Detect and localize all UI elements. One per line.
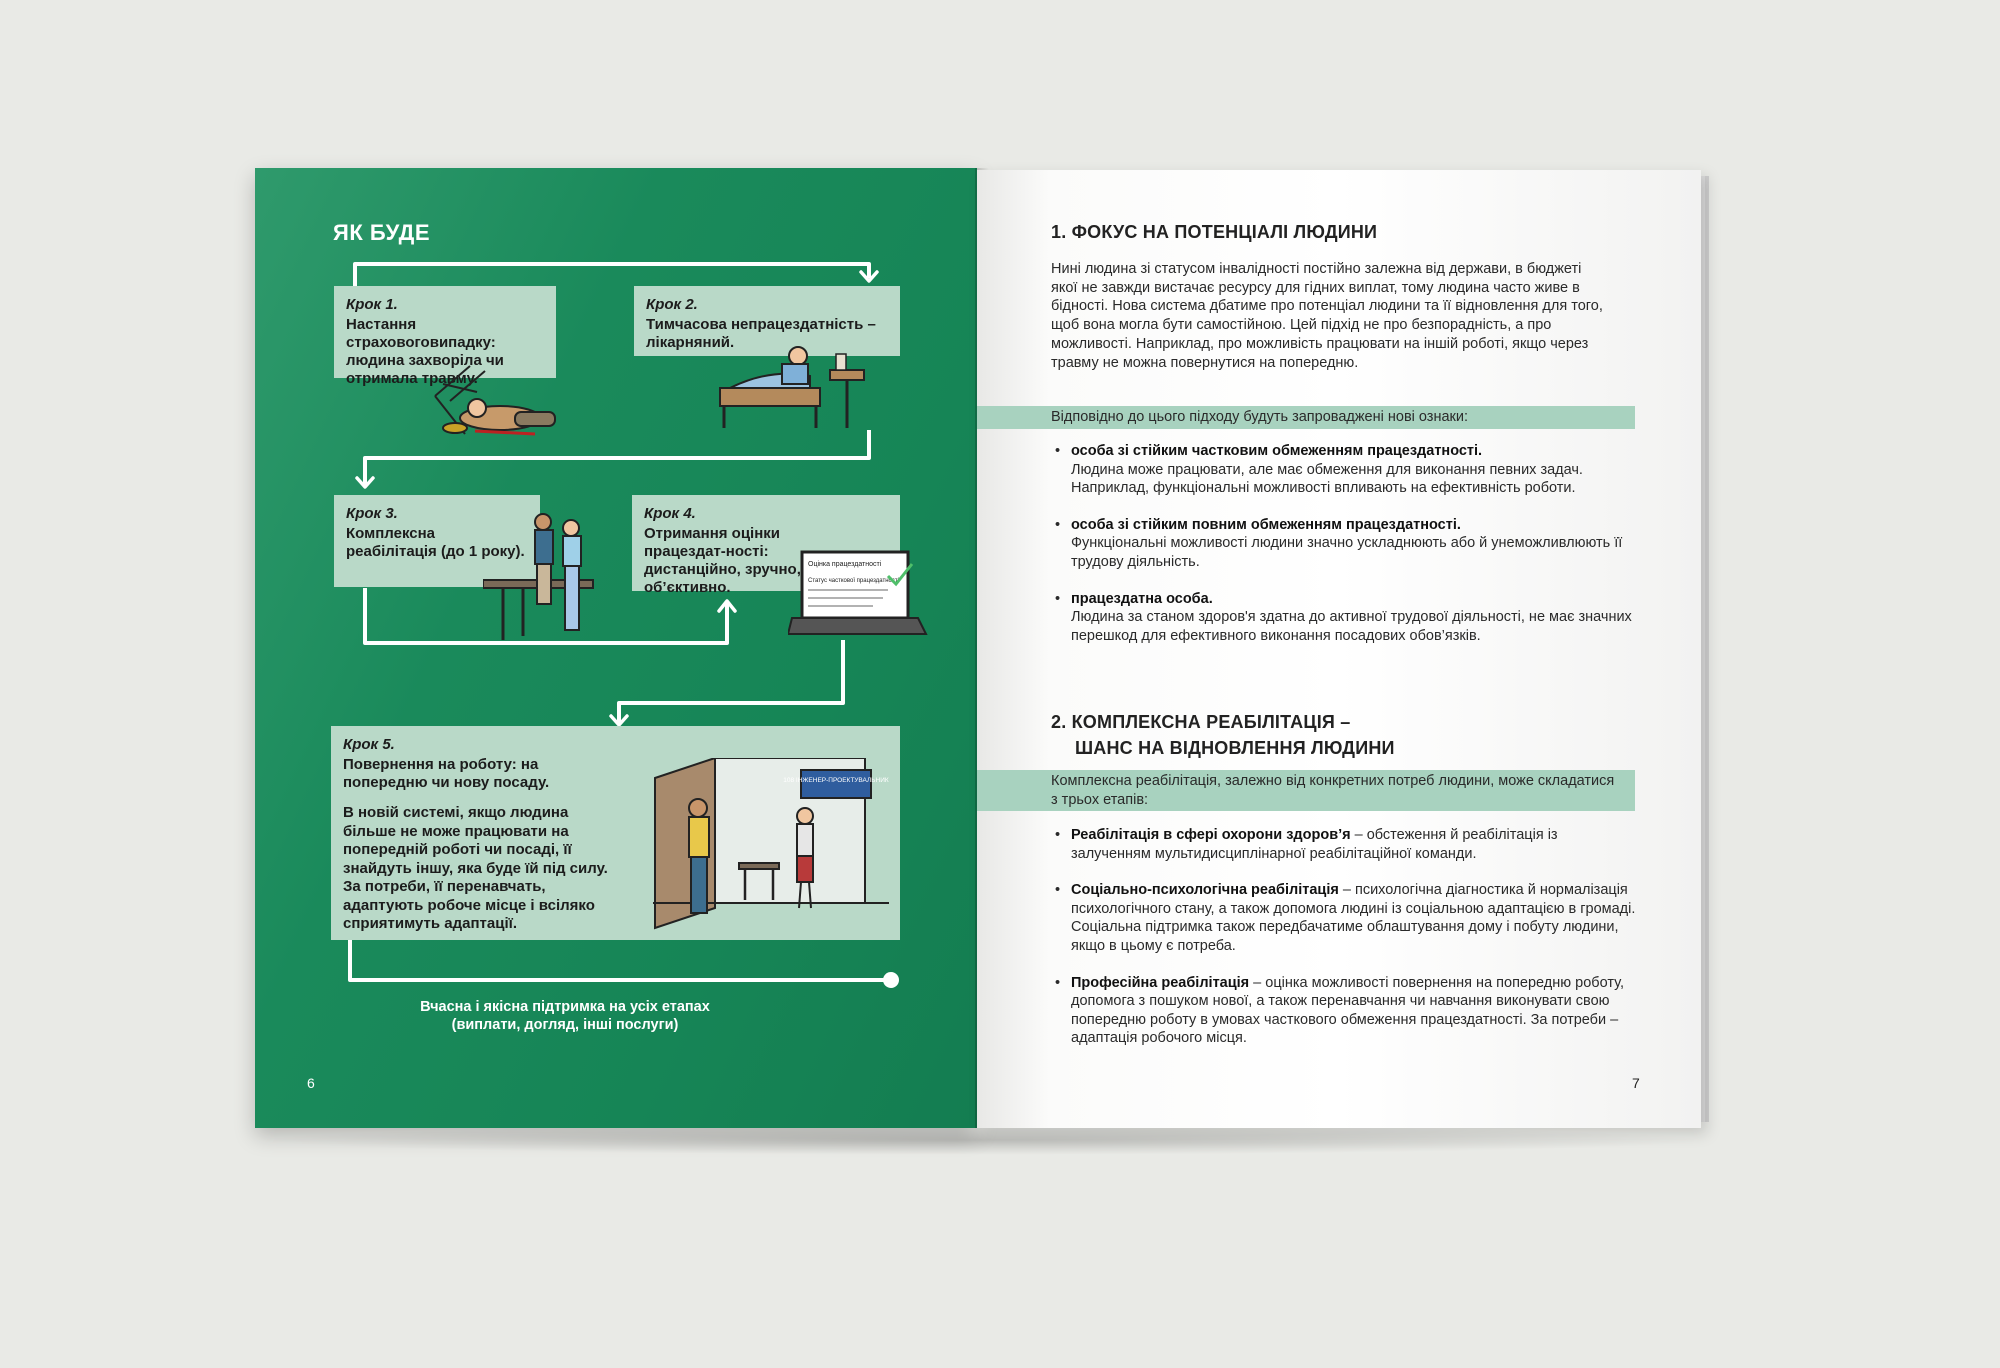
rehabilitation-illustration: [483, 508, 603, 643]
laptop-screen-title: Оцінка працездатності: [808, 561, 882, 568]
step-5-text: Повернення на роботу: на попередню чи нову посаду.: [343, 756, 550, 791]
list-item: [1051, 516, 1641, 572]
step-2-number: Крок 2.: [646, 296, 698, 313]
list-item-title: особа зі стійким частковим обмеженням працездатності.: [1071, 443, 1483, 459]
laptop-illustration: [788, 548, 928, 640]
step-1-text: Настання страховоговипадку: людина захворіла чи отримала травму.: [346, 316, 504, 387]
section-2-band: Комплексна реабілітація, залежно від конкретних потреб людини, може складатися з трьох етапів:: [977, 770, 1635, 811]
page-number-right: 7: [1632, 1075, 1640, 1091]
list-item: [1051, 881, 1641, 955]
support-line: [350, 940, 888, 980]
step-4-number: Крок 4.: [644, 505, 696, 522]
section-1-title: 1. ФОКУС НА ПОТЕНЦІАЛІ ЛЮДИНИ: [1051, 222, 1378, 242]
laptop-screen-status: Статус часткової працездатності: [808, 578, 899, 584]
list-item-text: Людина за станом здоров'я здатна до активної трудової діяльності, не має значних перешкод для ефективного виконання посадових обов’язків.: [1071, 609, 1632, 644]
arrow-1-2: [355, 264, 869, 288]
section-1-band: Відповідно до цього підходу будуть запроваджені нові ознаки:: [977, 406, 1635, 429]
injured-person-illustration: [415, 356, 565, 441]
arrow-4-5: [619, 640, 843, 724]
section-2-list: [1051, 826, 1641, 1066]
page-edge: [1705, 176, 1709, 1122]
section-1-text: Нині людина зі статусом інвалідності постійно залежна від держави, в бюджеті якої не завжди вистачає ресурсу для гідних виплат, тому людина часто живе в бідності. Нова система дбатиме про потенціал людини та її відновлення для того, щоб вона могла бути самостійною. Цей підхід не про безпорадність, а про можливості. Наприклад, про можливість працювати на іншій роботі, якщо через травму не можна повернутися на попередню.: [1051, 261, 1603, 371]
list-item-text: – обстеження й реабілітація із залученням мультидисциплінарної реабілітаційної команди.: [1071, 827, 1558, 862]
page-title: ЯК БУДЕ: [333, 220, 431, 245]
list-item-title: Професійна реабілітація: [1071, 974, 1250, 991]
section-1-list: [1051, 442, 1641, 663]
step-5-detail-text: В новій системі, якщо людина більше не може працювати на попередній роботі чи посаді, її знайдуть іншу, яка буде їй під силу. За потреби, її перенавчать, адаптують робоче місце і всіляко сприятимуть адаптації.: [343, 804, 608, 932]
list-item: [1051, 590, 1641, 646]
booklet-shadow: [260, 1125, 1710, 1155]
right-page: [977, 170, 1701, 1128]
list-item: [1051, 442, 1641, 498]
step-3-number: Крок 3.: [346, 505, 398, 522]
list-item-title: особа зі стійким повним обмеженням працездатності.: [1071, 516, 1461, 533]
step-5-number: Крок 5.: [343, 736, 395, 753]
step-4-text: Отримання оцінки працездат-ності: дистанційно, зручно, об’єктивно.: [644, 525, 801, 596]
section-2-title: 2. КОМПЛЕКСНА РЕАБІЛІТАЦІЯ –: [1051, 712, 1351, 732]
list-item-title: Реабілітація в сфері охорони здоров’я: [1071, 827, 1351, 843]
hospital-bed-illustration: [710, 328, 880, 438]
list-item-text: Людина може працювати, але має обмеження для виконання певних задач. Наприклад, функціональні можливості впливають на ефективність роботи.: [1071, 461, 1583, 497]
page-number-left: 6: [307, 1075, 315, 1091]
list-item: [1051, 974, 1641, 1048]
list-item-title: працездатна особа.: [1071, 590, 1213, 607]
office-illustration: [653, 758, 893, 933]
step-3-text: Комплексна реабілітація (до 1 року).: [346, 525, 525, 560]
section-2-subtitle: ШАНС НА ВІДНОВЛЕННЯ ЛЮДИНИ: [1075, 738, 1395, 758]
support-note: Вчасна і якісна підтримка на усіх етапах (виплати, догляд, інші послуги): [420, 999, 710, 1033]
list-item-title: Соціально-психологічна реабілітація: [1071, 882, 1339, 899]
list-item: [1051, 826, 1641, 863]
step-1-number: Крок 1.: [346, 296, 398, 313]
end-dot: [883, 972, 899, 988]
list-item-text: – оцінка можливості повернення на попередню роботу, допомога з пошуком нової, а також перенавчання чи навчання виконувати свою попередню роботу в умовах часткового обмеження працездатності. За потреби – адаптація робочого місця.: [1071, 974, 1624, 1047]
office-door-sign: 108 ІНЖЕНЕР-ПРОЕКТУВАЛЬНИК: [783, 777, 889, 784]
left-page: [255, 168, 977, 1128]
step-2-text: Тимчасова непрацездатність – лікарняний.: [646, 316, 876, 351]
list-item-text: Функціональні можливості людини значно ускладнюють або й унеможливлюють її трудову діяльність.: [1071, 535, 1623, 570]
list-item-text: – психологічна діагностика й нормалізація психологічного стану, а також допомога людині із соціальною адаптацією в громаді. Соціальна підтримка також передбачатиме облаштування дому і побуту людини, якщо в цьому є потреба.: [1071, 882, 1636, 954]
